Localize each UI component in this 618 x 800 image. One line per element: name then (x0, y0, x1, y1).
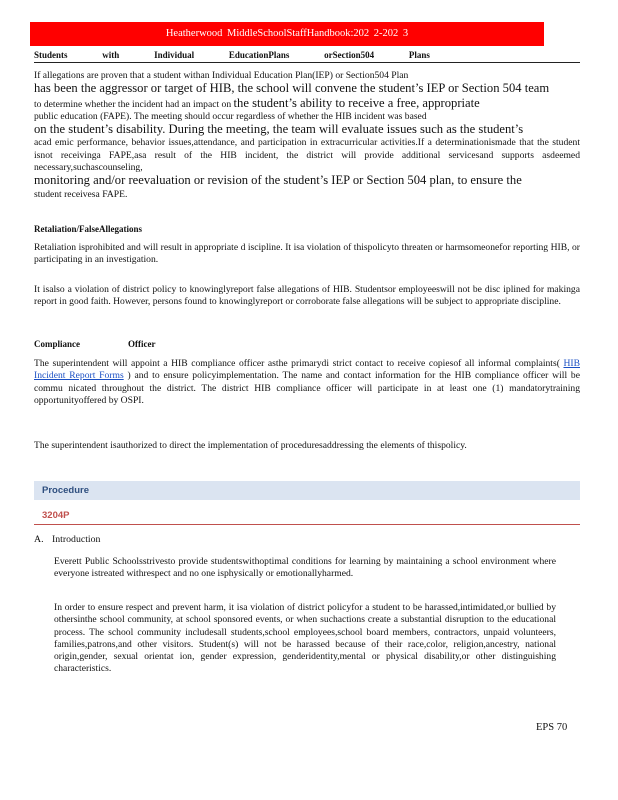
retaliation-paragraph-1: Retaliation isprohibited and will result in appropriate d iscipline. It isa violation of thispolicyto threaten or harmsomeonefor reporting HIB, or participating in an investigation. (34, 242, 580, 266)
heading-word: Compliance (34, 339, 80, 349)
text-run: acad emic performance, behavior issues,attendance, and participation in extracurricular activities.If a determinationismade that the student isnot receivinga FAPE,asa result of the HIB incident, the district will provide additional servicesand supports asdeemed necessary,suchascounseling, (34, 137, 580, 174)
page-number: EPS 70 (536, 722, 568, 733)
text-run-large: the student’s ability to receive a free, appropriate (233, 95, 480, 110)
handbook-header-bar (30, 22, 544, 46)
introduction-paragraph-2: In order to ensure respect and prevent harm, it isa violation of district policyfor a student to be harassed,intimidated,or bullied by othersinthe school community, at school sponsored events, or when suchactions create a substantial disruption to the educational process. The school community includesall students,school employees,school board members, contractors, unpaid volunteers, families,patrons,and other visitors. Student(s) will not be harassed because of their race,color, religion,ancestry, national origin,gender, sexual orientat ion, gender expression, genderidentity,mental or physical disability,or other distinguishing characteristics. (54, 602, 556, 675)
hib-incident-report-forms-link[interactable]: HIB Incident Report Forms (34, 358, 580, 382)
introduction-title: Introduction (52, 534, 101, 545)
retaliation-paragraph-2: It isalso a violation of district policy to knowinglyreport false allegations of HIB. Studentsor employeeswill not be disc iplined for makinga report in good faith. However, persons found to knowinglyreport or corroborate false allegations will be subject to appropriate discipline. (34, 284, 580, 308)
text-run: If allegations are proven that a student withan Individual Education Plan(IEP) or Section504 Plan (34, 70, 409, 81)
introduction-heading (34, 534, 100, 545)
introduction-paragraph-1: Everett Public Schoolsstrivesto provide studentswithoptimal conditions for learning by maintaining a school environment where everyone istreated withrespect and no one isphysically or emotionallyharmed. (54, 556, 556, 580)
section-letter: A. (34, 534, 44, 545)
compliance-paragraph-1 (34, 358, 580, 407)
text-run: ) and to ensure policyimplementation. The name and contact information for the HIB compliance officer will be commu nicated throughout the district. The district HIB compliance officer will participate in at least one (1) mandatorytraining opportunityoffered by OSPI. (34, 370, 580, 406)
text-run: to determine whether the incident had an impact on (34, 98, 232, 110)
section-heading-word: EducationPlans (228, 50, 290, 60)
section-heading-word: Students (34, 50, 68, 60)
text-run: The superintendent will appoint a HIB compliance officer asthe primarydi strict contact to receive copiesof all informal complaints( (34, 358, 560, 369)
section-heading-iep-504 (34, 48, 580, 63)
text-run-large: on the student’s disability. During the meeting, the team will evaluate issues such as the student’s (34, 122, 524, 137)
procedure-id-bar (34, 508, 580, 525)
procedure-label: Procedure (42, 485, 89, 496)
text-run: public education (FAPE). The meeting should occur regardless of whether the HIB incident was based (34, 110, 427, 122)
section-heading-word: Plans (408, 50, 430, 60)
compliance-paragraph-2: The superintendent isauthorized to direct the implementation of proceduresaddressing the elements of thispolicy. (34, 440, 467, 451)
procedure-id: 3204P (42, 510, 70, 521)
handbook-header-title: Heatherwood MiddleSchoolStaffHandbook:202 2-202 3 (165, 28, 409, 39)
compliance-officer-heading (34, 339, 155, 349)
retaliation-heading: Retaliation/FalseAllegations (34, 224, 142, 234)
heading-word: Officer (128, 339, 156, 349)
text-run-large: monitoring and/or reevaluation or revision of the student’s IEP or Section 504 plan, to ensure the (34, 173, 522, 188)
section-heading-word: orSection504 (324, 50, 375, 60)
section-heading-word: Individual (154, 50, 195, 60)
section-heading-word: with (102, 50, 120, 60)
text-run-large: has been the aggressor or target of HIB, the school will convene the student’s IEP or Section 504 team (34, 81, 550, 96)
iep-504-paragraph (34, 70, 580, 201)
text-run: student receivesa FAPE. (34, 188, 128, 200)
procedure-bar (34, 481, 580, 500)
